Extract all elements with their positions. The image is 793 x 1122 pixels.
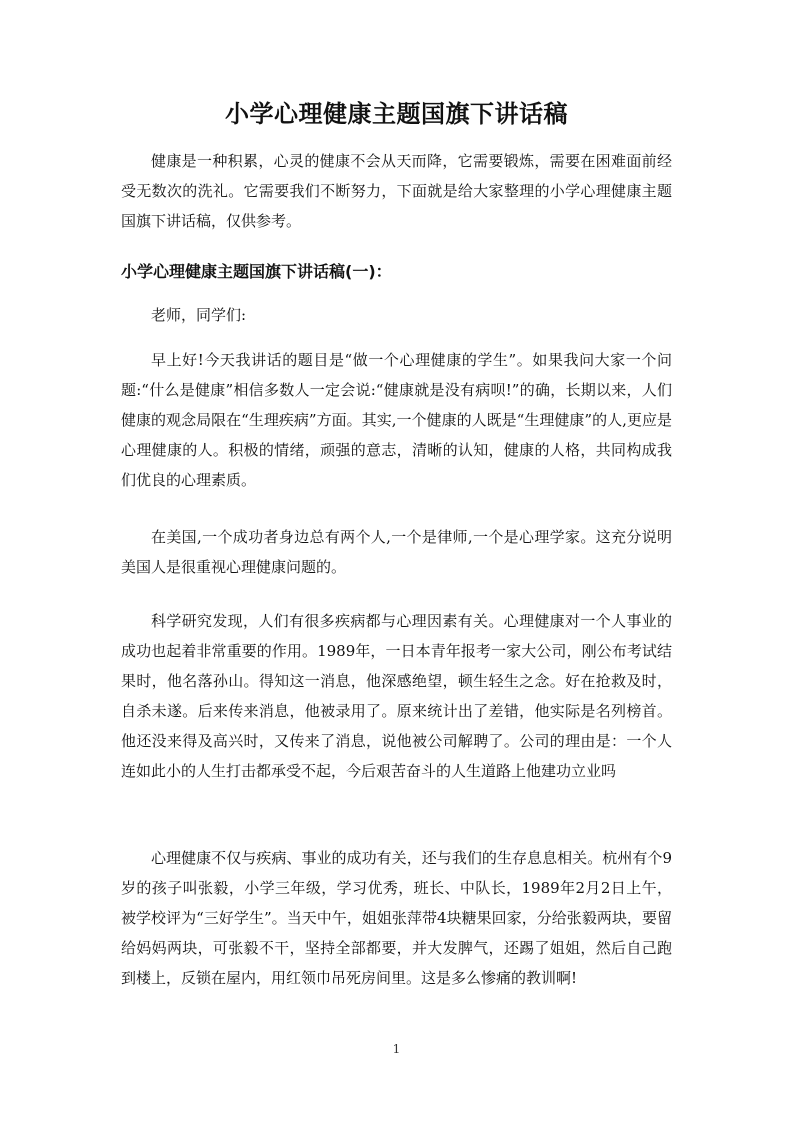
page-number: 1 [392,1042,401,1056]
section-heading: 小学心理健康主题国旗下讲话稿(一)： [121,262,392,281]
body-paragraph: 在美国,一个成功者身边总有两个人,一个是律师,一个是心理学家。这充分说明美国人是很重视心理健康问题的。 [121,528,672,576]
body-paragraph: 心理健康不仅与疾病、事业的成功有关，还与我们的生存息息相关。杭州有个9岁的孩子叫张毅，小学三年级，学习优秀，班长、中队长，1989年2月2日上午，被学校评为“三好学生”。当天中午，姐姐张萍带4块糖果回家，分给张毅两块，要留给妈妈两块，可张毅不干，坚持全部都要，并大发脾气，还踢了姐姐，然后自己跑到楼上，反锁在屋内，用红领巾吊死房间里。这是多么惨痛的教训啊! [121,849,672,987]
intro-paragraph: 健康是一种积累，心灵的健康不会从天而降，它需要锻炼，需要在困难面前经受无数次的洗礼。它需要我们不断努力，下面就是给大家整理的小学心理健康主题国旗下讲话稿，仅供参考。 [121,152,672,230]
body-paragraph: 科学研究发现，人们有很多疾病都与心理因素有关。心理健康对一个人事业的成功也起着非常重要的作用。1989年，一日本青年报考一家大公司，刚公布考试结果时，他名落孙山。得知这一消息，他深感绝望，顿生轻生之念。好在抢救及时，自杀未遂。后来传来消息，他被录用了。原来统计出了差错，他实际是名列榜首。他还没来得及高兴时，又传来了消息，说他被公司解聘了。公司的理由是：一个人连如此小的人生打击都承受不起，今后艰苦奋斗的人生道路上他建功立业吗 [121,612,672,780]
greeting-paragraph: 老师，同学们: [151,306,247,324]
document-title: 小学心理健康主题国旗下讲话稿 [225,100,568,128]
body-paragraph: 早上好!今天我讲话的题目是“做一个心理健康的学生”。如果我问大家一个问题:“什么是健康”相信多数人一定会说:“健康就是没有病呗!”的确，长期以来，人们健康的观念局限在“生理疾病”方面。其实,一个健康的人既是“生理健康”的人,更应是心理健康的人。积极的情绪，顽强的意志，清晰的认知，健康的人格，共同构成我们优良的心理素质。 [121,351,672,489]
